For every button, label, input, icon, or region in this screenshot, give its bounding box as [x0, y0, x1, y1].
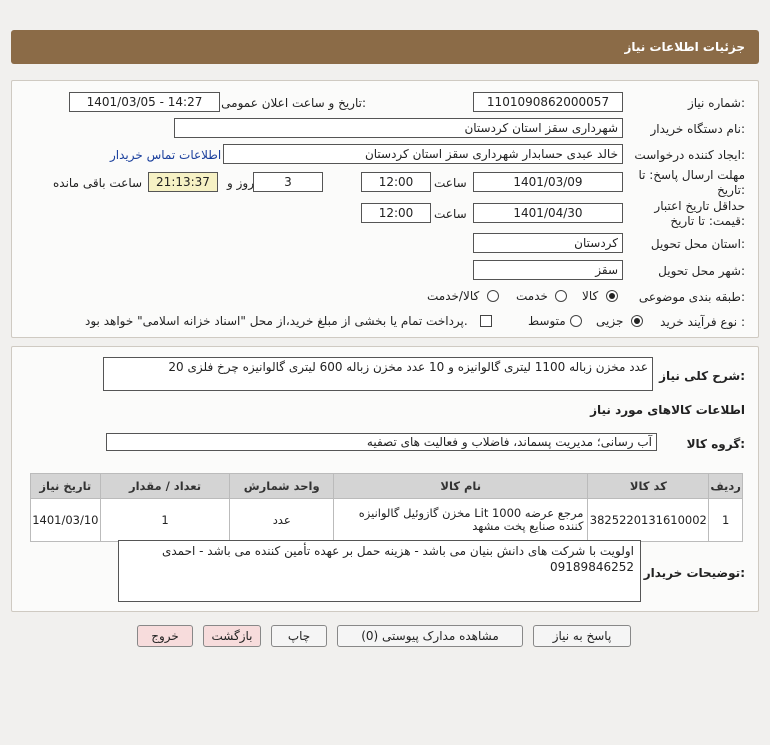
col-qty: تعداد / مقدار — [100, 474, 230, 499]
province-label: استان محل تحویل: — [650, 237, 745, 251]
category-option-both: کالا/خدمت — [427, 289, 480, 303]
page-header — [11, 30, 759, 64]
reply-button[interactable]: پاسخ به نیاز — [533, 625, 631, 647]
deadline-label: مهلت ارسال پاسخ: تا تاریخ: — [638, 168, 745, 197]
process-label: نوع فرآیند خرید : — [660, 315, 745, 329]
buyer-notes-label: توضیحات خریدار: — [643, 566, 745, 580]
deadline-time-label: ساعت — [434, 176, 467, 190]
cell-row: 1 — [709, 499, 743, 542]
category-option-goods: کالا — [582, 289, 599, 303]
remaining-label: ساعت باقی مانده — [53, 176, 143, 190]
city-label: شهر محل تحویل: — [658, 264, 745, 278]
process-radio-medium[interactable] — [570, 315, 582, 327]
attachments-button[interactable]: مشاهده مدارک پیوستی (0) — [337, 625, 523, 647]
goods-info-title: اطلاعات کالاهای مورد نیاز — [590, 403, 745, 417]
days-label: روز و — [227, 176, 254, 190]
process-option-minor: جزیی — [596, 314, 624, 328]
col-row: ردیف — [709, 474, 743, 499]
creator-label: ایجاد کننده درخواست: — [634, 148, 745, 162]
buyer-org-field[interactable]: شهرداری سقز استان کردستان — [174, 118, 623, 138]
validity-time-field[interactable]: 12:00 — [361, 203, 431, 223]
goods-group-field[interactable]: آب رسانی؛ مدیریت پسماند، فاضلاب و فعالیت های تصفیه — [106, 433, 657, 451]
col-code: کد کالا — [588, 474, 709, 499]
col-date: تاریخ نیاز — [31, 474, 101, 499]
validity-date-field[interactable]: 1401/04/30 — [473, 203, 623, 223]
remaining-time-field: 21:13:37 — [148, 172, 218, 192]
category-label: طبقه بندی موضوعی: — [638, 290, 745, 304]
cell-date: 1401/03/10 — [31, 499, 101, 542]
table-row[interactable] — [31, 499, 743, 542]
city-field[interactable]: سقز — [473, 260, 623, 280]
deadline-date-field[interactable]: 1401/03/09 — [473, 172, 623, 192]
province-field[interactable]: کردستان — [473, 233, 623, 253]
page-title: جزئیات اطلاعات نیاز — [624, 40, 745, 54]
col-unit: واحد شمارش — [230, 474, 334, 499]
process-option-medium: متوسط — [528, 314, 566, 328]
creator-field[interactable]: خالد عبدی حسابدار شهرداری سقز استان کردستان — [223, 144, 623, 164]
deadline-time-field[interactable]: 12:00 — [361, 172, 431, 192]
summary-label: شرح کلی نیاز: — [659, 369, 745, 383]
goods-table-header — [31, 474, 743, 499]
treasury-payment-checkbox[interactable] — [480, 315, 492, 327]
need-number-label: شماره نیاز: — [687, 96, 745, 110]
need-number-field[interactable]: 1101090862000057 — [473, 92, 623, 112]
announce-label: تاریخ و ساعت اعلان عمومی: — [221, 96, 366, 110]
validity-time-label: ساعت — [434, 207, 467, 221]
validity-label: حداقل تاریخ اعتبار قیمت: تا تاریخ: — [654, 199, 745, 228]
col-name: نام کالا — [334, 474, 588, 499]
treasury-payment-note: پرداخت تمام یا بخشی از مبلغ خرید،از محل "اسناد خزانه اسلامی" خواهد بود. — [85, 314, 468, 328]
cell-qty: 1 — [100, 499, 230, 542]
cell-name: مخزن گازوئیل گالوانیزه Lit 1000 مرجع عرضه کننده صنایع پخت مشهد — [334, 499, 588, 542]
days-field[interactable]: 3 — [253, 172, 323, 192]
print-button[interactable]: چاپ — [271, 625, 327, 647]
process-radio-minor[interactable] — [631, 315, 643, 327]
summary-field[interactable]: 20 عدد مخزن زباله 1100 لیتری گالوانیزه و 10 عدد مخزن زباله 600 لیتری گالوانیزه چرخ فلزی — [103, 357, 653, 391]
back-button[interactable]: بازگشت — [203, 625, 261, 647]
category-option-service: خدمت — [516, 289, 548, 303]
category-radio-goods[interactable] — [606, 290, 618, 302]
cell-unit: عدد — [230, 499, 334, 542]
buyer-org-label: نام دستگاه خریدار: — [650, 122, 745, 136]
exit-button[interactable]: خروج — [137, 625, 193, 647]
goods-group-label: گروه کالا: — [686, 437, 745, 451]
cell-code: 3825220131610002 — [588, 499, 709, 542]
category-radio-service[interactable] — [555, 290, 567, 302]
category-radio-both[interactable] — [487, 290, 499, 302]
contact-buyer-link[interactable]: اطلاعات تماس خریدار — [110, 148, 222, 162]
announce-field[interactable]: 1401/03/05 - 14:27 — [69, 92, 220, 112]
buyer-notes-field[interactable]: اولویت با شرکت های دانش بنیان می باشد - هزینه حمل بر عهده تأمین کننده می باشد - احمدی 09189846252 — [118, 540, 641, 602]
goods-table — [30, 473, 743, 542]
